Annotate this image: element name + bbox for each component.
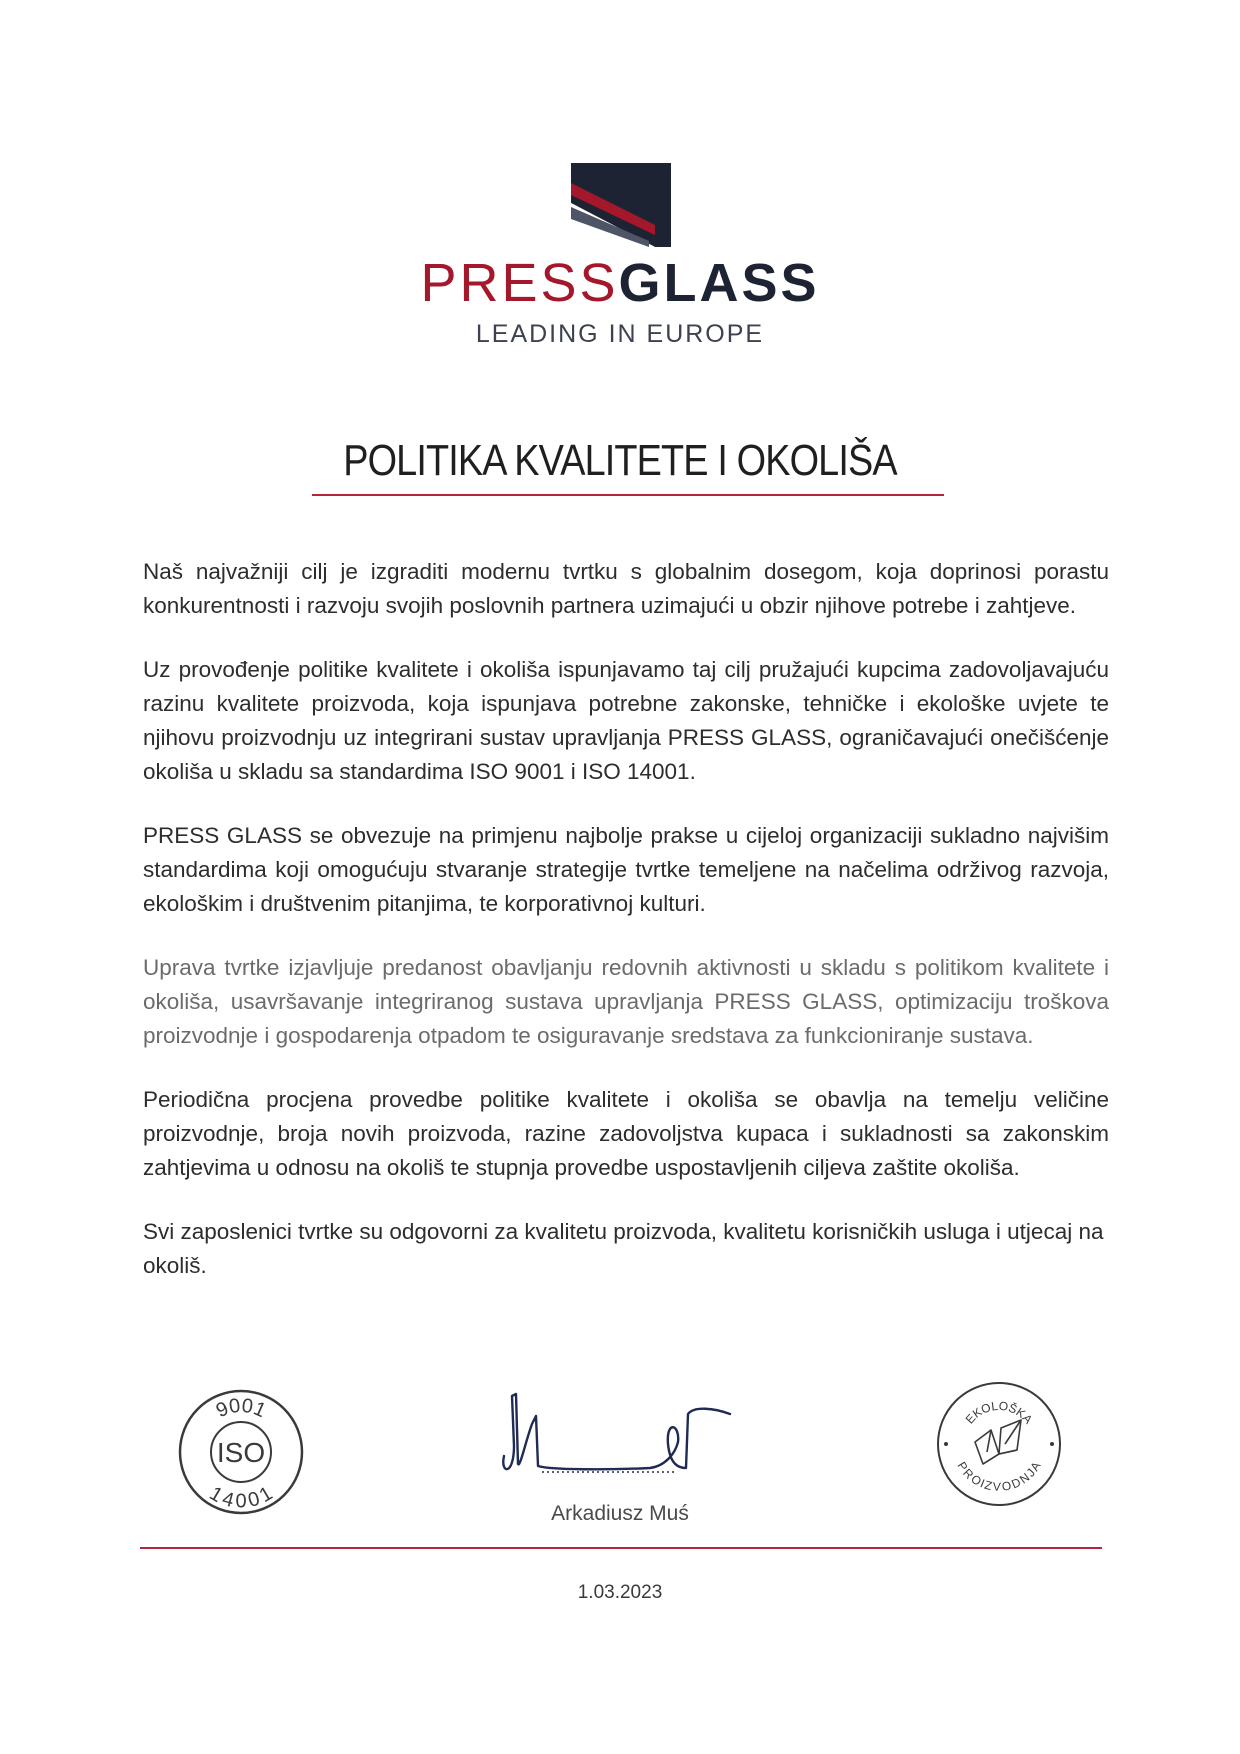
brand-tagline: LEADING IN EUROPE <box>475 320 765 348</box>
eco-stamp-bottom-text: PROIZVODNJA <box>954 1459 1044 1494</box>
policy-paragraph: PRESS GLASS se obvezuje na primjenu najbolje prakse u cijeloj organizaciji sukladno najvišim standardima koji omogućuju stvaranje strategije tvrtke temeljene na načelima održivog razvoja, ekološkim i društvenim pitanjima, te korporativnoj kulturi. <box>143 823 1109 916</box>
iso-stamp-bottom-text: 14001 <box>205 1482 277 1513</box>
title-divider <box>312 494 944 496</box>
svg-text:EKOLOŠKA <box>963 1399 1036 1427</box>
signature-image <box>490 1384 760 1494</box>
svg-text:PROIZVODNJA <box>954 1459 1043 1494</box>
eco-stamp-top-text: EKOLOŠKA <box>962 1398 1036 1427</box>
policy-paragraph: Periodična procjena provedbe politike kvalitete i okoliša se obavlja na temelju veličine proizvodnje, broja novih proizvoda, razine zadovoljstva kupaca i sukladnosti sa zakonskim zahtjevima u odnosu na okoliš te stupnja provedbe uspostavljenih ciljeva zaštite okoliša. <box>143 1087 1109 1180</box>
iso-stamp-center-text: ISO <box>216 1437 266 1468</box>
brand-logo-mark <box>571 163 671 247</box>
brand-name-glass: GLASS <box>618 253 820 313</box>
iso-certification-stamp <box>177 1388 305 1516</box>
policy-paragraph: Naš najvažniji cilj je izgraditi modernu tvrtku s globalnim dosegom, koja doprinosi porastu konkurentnosti i razvoju svojih poslovnih partnera uzimajući u obzir njihove potrebe i zahtjeve. <box>143 559 1109 618</box>
eco-production-stamp <box>935 1380 1063 1508</box>
document-title: POLITIKA KVALITETE I OKOLIŠA <box>343 436 897 485</box>
policy-paragraph: Svi zaposlenici tvrtke su odgovorni za kvalitetu proizvoda, kvalitetu korisničkih usluga i utjecaj na okoliš. <box>143 1219 1104 1278</box>
document-date: 1.03.2023 <box>577 1582 663 1603</box>
brand-wordmark <box>0 253 1240 313</box>
footer-divider <box>140 1547 1102 1549</box>
signatory-name: Arkadiusz Muś <box>551 1502 689 1525</box>
leaf-icon <box>975 1420 1021 1464</box>
policy-paragraph: Uz provođenje politike kvalitete i okoliša ispunjavamo taj cilj pružajući kupcima zadovoljavajuću razinu kvalitete proizvoda, koja ispunjava potrebne zakonske, tehničke i ekološke uvjete te njihovu proizvodnju uz integrirani sustav upravljanja PRESS GLASS, ograničavajući onečišćenje okoliša u skladu sa standardima ISO 9001 i ISO 14001. <box>143 657 1109 784</box>
brand-name-press: PRESS <box>420 253 619 313</box>
policy-body <box>143 555 1109 1313</box>
svg-text:9001 <box>213 1395 269 1422</box>
policy-paragraph: Uprava tvrtke izjavljuje predanost obavljanju redovnih aktivnosti u skladu s politikom kvalitete i okoliša, usavršavanje integriranog sustava upravljanja PRESS GLASS, optimizaciju troškova proizvodnje i gospodarenja otpadom te osiguravanje sredstava za funkcioniranje sustava. <box>143 955 1109 1048</box>
iso-stamp-top-text: 9001 <box>212 1394 270 1423</box>
